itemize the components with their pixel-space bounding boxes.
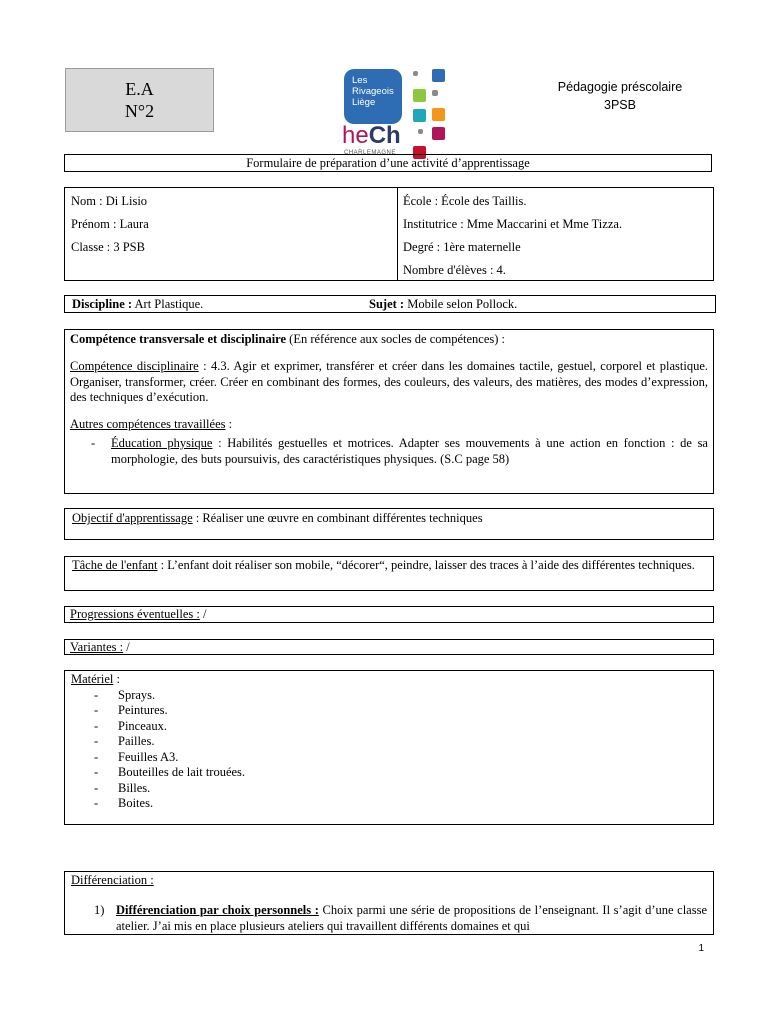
form-title: Formulaire de préparation d’une activité d’apprentissage bbox=[64, 154, 712, 172]
competence-heading: Compétence transversale et disciplinaire (En référence aux socles de compétences) : bbox=[70, 332, 506, 346]
grade-level: Degré : 1ère maternelle bbox=[403, 240, 521, 254]
list-item: - Pailles. bbox=[94, 734, 155, 748]
subject-field: Sujet : Mobile selon Pollock. bbox=[369, 297, 518, 311]
school-logo bbox=[340, 67, 450, 160]
list-item: - Pinceaux. bbox=[94, 718, 167, 733]
course-class: 3PSB bbox=[604, 98, 636, 112]
autres-competences-heading: Autres compétences travaillées : bbox=[70, 417, 233, 431]
course-header bbox=[545, 78, 695, 114]
discipline-row bbox=[64, 295, 716, 313]
school-name: École : École des Taillis. bbox=[403, 194, 527, 208]
list-item: - Éducation physique : Habilités gestuelles et motrices. Adapter ses mouvements à une action en fonction : de sa morphologie, des buts poursuivis, des caractéristiques physiques. (S.C page 58) bbox=[91, 436, 708, 466]
materiel-section bbox=[64, 670, 714, 825]
tache-section: Tâche de l'enfant : L’enfant doit réaliser son mobile, “décorer“, peindre, laisser des traces à l’aide des différentes techniques. bbox=[64, 556, 714, 591]
info-divider bbox=[397, 188, 398, 280]
logo-rivageois-badge: Les Rivageois Liège bbox=[344, 69, 402, 124]
list-item: - Bouteilles de lait trouées. bbox=[94, 765, 246, 779]
progressions-section: Progressions éventuelles : / bbox=[64, 606, 714, 623]
student-name: Nom : Di Lisio bbox=[71, 194, 148, 208]
logo-square-icon bbox=[432, 127, 445, 140]
list-item: - Boites. bbox=[94, 796, 154, 810]
logo-dot-icon bbox=[432, 90, 438, 96]
differenciation-section bbox=[64, 871, 714, 935]
materiel-heading: Matériel : bbox=[71, 672, 120, 686]
course-name: Pédagogie préscolaire bbox=[557, 80, 683, 94]
school-info bbox=[403, 190, 622, 282]
logo-hech-text: heCh bbox=[342, 122, 401, 149]
student-info bbox=[71, 190, 149, 259]
logo-square-icon bbox=[432, 69, 445, 82]
student-info-table bbox=[64, 187, 714, 281]
list-item: - Peintures. bbox=[94, 703, 168, 717]
differenciation-heading: Différenciation : bbox=[71, 873, 154, 887]
ea-label: E.A bbox=[125, 79, 154, 99]
teacher-names: Institutrice : Mme Maccarini et Mme Tizza. bbox=[403, 217, 623, 231]
list-item: - Sprays. bbox=[94, 687, 156, 702]
ea-number: N°2 bbox=[124, 101, 155, 121]
logo-square-icon bbox=[413, 109, 426, 122]
logo-charlemagne-text: CHARLEMAGNE bbox=[344, 150, 396, 156]
logo-dot-icon bbox=[413, 71, 418, 76]
page-number: 1 bbox=[698, 943, 704, 954]
objectif-section: Objectif d'apprentissage : Réaliser une œuvre en combinant différentes techniques bbox=[64, 508, 714, 540]
logo-square-icon bbox=[432, 108, 445, 121]
discipline-field: Discipline : Art Plastique. bbox=[72, 297, 204, 311]
student-count: Nombre d'élèves : 4. bbox=[403, 263, 506, 277]
ea-box bbox=[65, 68, 214, 132]
list-item: - Billes. bbox=[94, 780, 151, 795]
student-class: Classe : 3 PSB bbox=[71, 240, 145, 254]
list-item: 1) Différenciation par choix personnels : Choix parmi une série de propositions de l’enseignant. Il s’agit d’une classe atelier. J’ai mis en place plusieurs ateliers qui travaillent différents domaines et qui bbox=[94, 903, 707, 933]
competence-section bbox=[64, 329, 714, 494]
student-firstname: Prénom : Laura bbox=[71, 217, 149, 231]
list-item: - Feuilles A3. bbox=[94, 749, 179, 764]
competence-disciplinaire: Compétence disciplinaire : 4.3. Agir et exprimer, transférer et créer dans les domaines tactile, gestuel, corporel et plastique. Organiser, transformer, créer. Créer en combinant des formes, des couleurs, des valeurs, des matières, des modes d’expression, des techniques d’exécution. bbox=[70, 359, 708, 404]
logo-dot-icon bbox=[418, 129, 423, 134]
variantes-section: Variantes : / bbox=[64, 639, 714, 655]
logo-square-icon bbox=[413, 89, 426, 102]
